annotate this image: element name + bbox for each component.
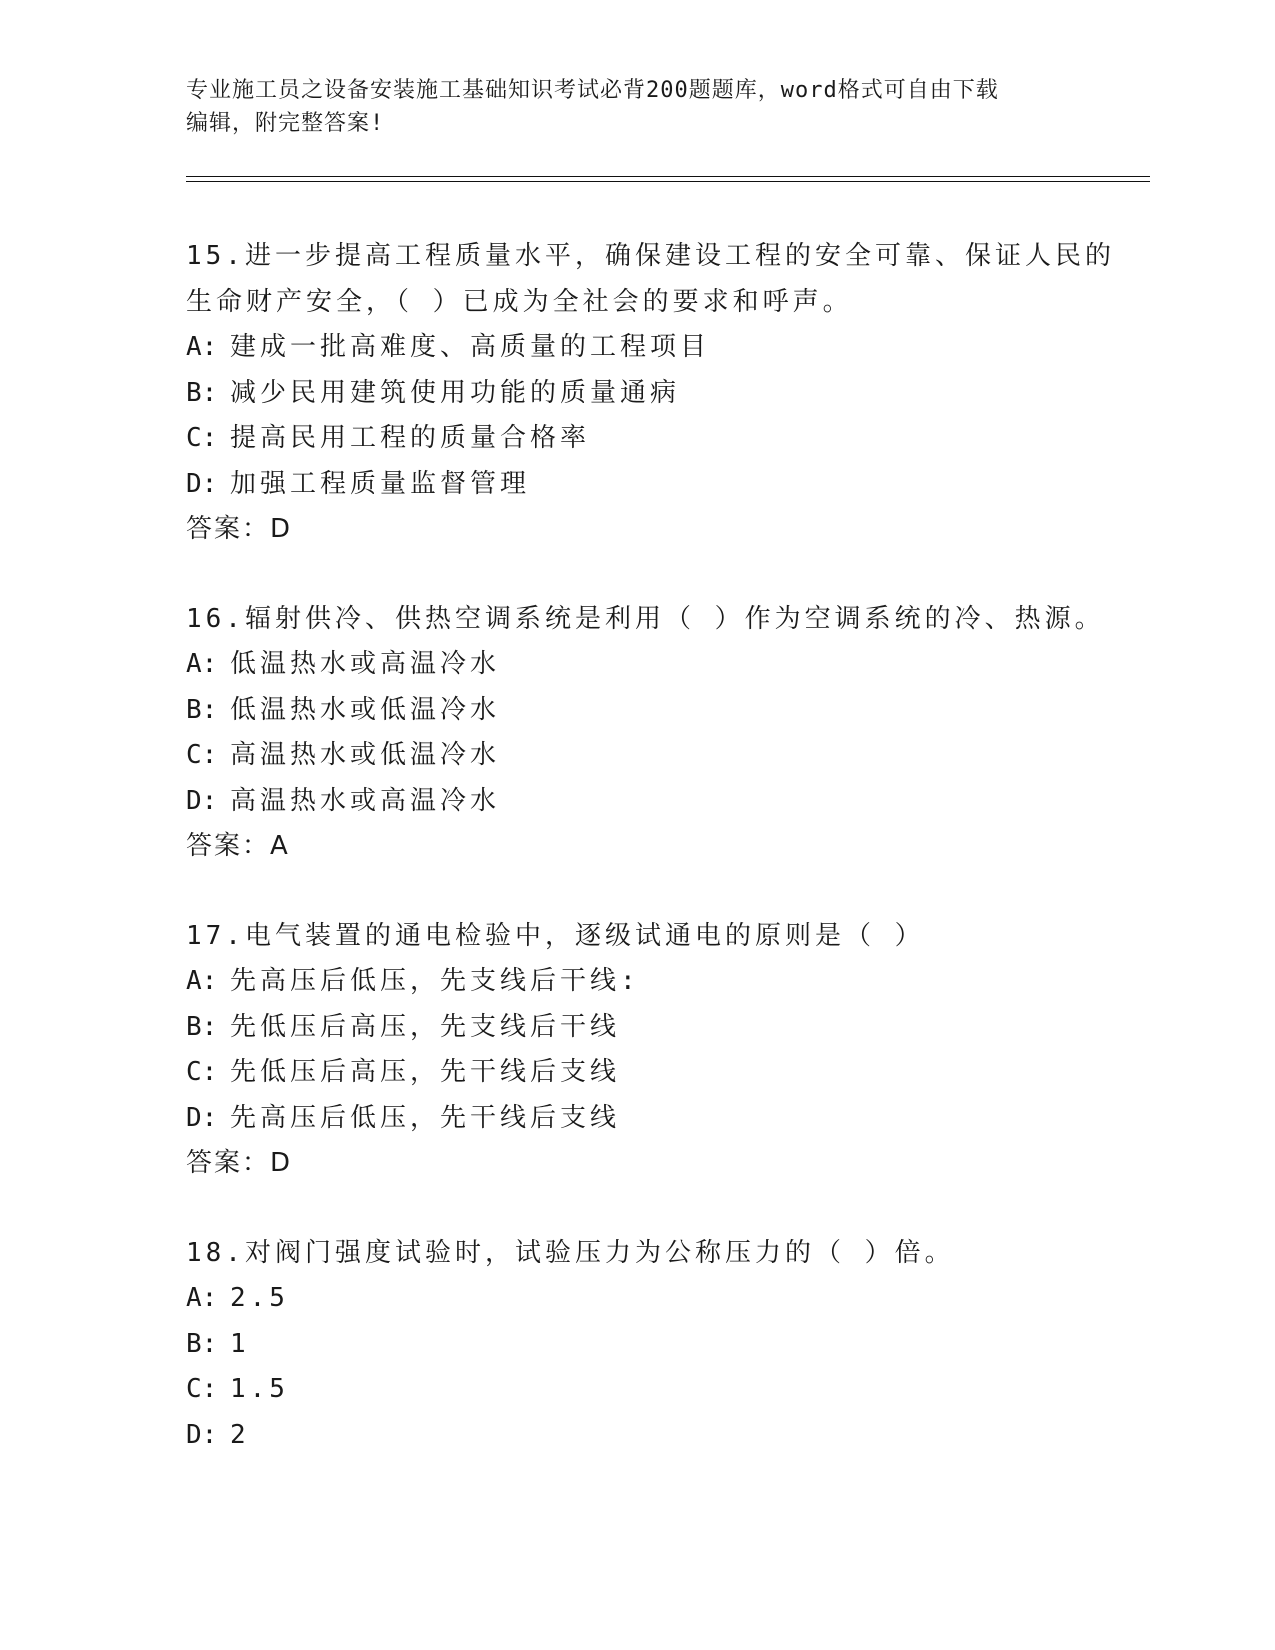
option-c bbox=[186, 733, 1126, 779]
question-stem-line: 15.进一步提高工程质量水平，确保建设工程的安全可靠、保证人民的 bbox=[186, 241, 1115, 271]
option-letter: C: bbox=[186, 423, 218, 453]
option-letter: A: bbox=[186, 649, 218, 679]
option-d bbox=[186, 1413, 1126, 1459]
option-text: 先高压后低压，先支线后干线: bbox=[230, 966, 640, 996]
option-letter: B: bbox=[186, 377, 218, 408]
header-line-2: 编辑，附完整答案! bbox=[186, 111, 385, 136]
option-b bbox=[186, 1005, 1126, 1051]
answer-line: 答案：A bbox=[186, 831, 290, 861]
option-text: 1.5 bbox=[230, 1374, 289, 1404]
option-b bbox=[186, 371, 1126, 417]
question-list bbox=[186, 234, 1126, 1502]
option-a bbox=[186, 959, 1126, 1005]
option-text: 高温热水或低温冷水 bbox=[230, 740, 501, 770]
option-text: 低温热水或高温冷水 bbox=[230, 649, 501, 679]
option-b bbox=[186, 1322, 1126, 1368]
answer-line: 答案：D bbox=[186, 1148, 293, 1178]
option-letter: B: bbox=[186, 1328, 218, 1359]
option-a bbox=[186, 642, 1126, 688]
option-d bbox=[186, 779, 1126, 825]
option-letter: B: bbox=[186, 694, 218, 725]
question-16 bbox=[186, 597, 1126, 870]
answer-line: 答案：D bbox=[186, 514, 293, 544]
option-c bbox=[186, 1050, 1126, 1096]
option-d bbox=[186, 462, 1126, 508]
question-stem-line: 16.辐射供冷、供热空调系统是利用（ ）作为空调系统的冷、热源。 bbox=[186, 603, 1105, 634]
option-a bbox=[186, 325, 1126, 371]
option-text: 高温热水或高温冷水 bbox=[230, 785, 501, 816]
option-letter: C: bbox=[186, 1057, 218, 1087]
option-text: 加强工程质量监督管理 bbox=[230, 468, 531, 499]
header-divider bbox=[186, 176, 1150, 182]
option-letter: A: bbox=[186, 1283, 218, 1313]
option-letter: D: bbox=[186, 468, 218, 499]
option-letter: D: bbox=[186, 1419, 218, 1450]
header-line-1: 专业施工员之设备安装施工基础知识考试必背200题题库，word格式可自由下载 bbox=[186, 78, 999, 103]
option-text: 建成一批高难度、高质量的工程项目 bbox=[230, 332, 711, 362]
question-18 bbox=[186, 1231, 1126, 1459]
option-b bbox=[186, 688, 1126, 734]
question-stem-line: 17.电气装置的通电检验中，逐级试通电的原则是（ ） bbox=[186, 920, 925, 951]
option-letter: C: bbox=[186, 1374, 218, 1404]
question-15 bbox=[186, 234, 1126, 553]
option-text: 减少民用建筑使用功能的质量通病 bbox=[230, 377, 681, 408]
option-letter: A: bbox=[186, 966, 218, 996]
option-c bbox=[186, 1367, 1126, 1413]
question-stem-line: 18.对阀门强度试验时，试验压力为公称压力的（ ）倍。 bbox=[186, 1237, 955, 1268]
option-text: 2.5 bbox=[230, 1283, 289, 1313]
option-text: 先低压后高压，先支线后干线 bbox=[230, 1011, 621, 1042]
option-letter: B: bbox=[186, 1011, 218, 1042]
option-text: 低温热水或低温冷水 bbox=[230, 694, 501, 725]
document-header bbox=[186, 74, 1086, 140]
option-c bbox=[186, 416, 1126, 462]
option-d bbox=[186, 1096, 1126, 1142]
question-stem-line: 生命财产安全，（ ）已成为全社会的要求和呼声。 bbox=[186, 286, 853, 317]
option-letter: C: bbox=[186, 740, 218, 770]
option-text: 先低压后高压，先干线后支线 bbox=[230, 1057, 621, 1087]
option-a bbox=[186, 1276, 1126, 1322]
option-letter: A: bbox=[186, 332, 218, 362]
option-letter: D: bbox=[186, 785, 218, 816]
option-text: 先高压后低压，先干线后支线 bbox=[230, 1102, 621, 1133]
option-text: 提高民用工程的质量合格率 bbox=[230, 423, 591, 453]
option-text: 1 bbox=[230, 1328, 250, 1359]
option-text: 2 bbox=[230, 1419, 250, 1450]
question-17 bbox=[186, 914, 1126, 1187]
option-letter: D: bbox=[186, 1102, 218, 1133]
